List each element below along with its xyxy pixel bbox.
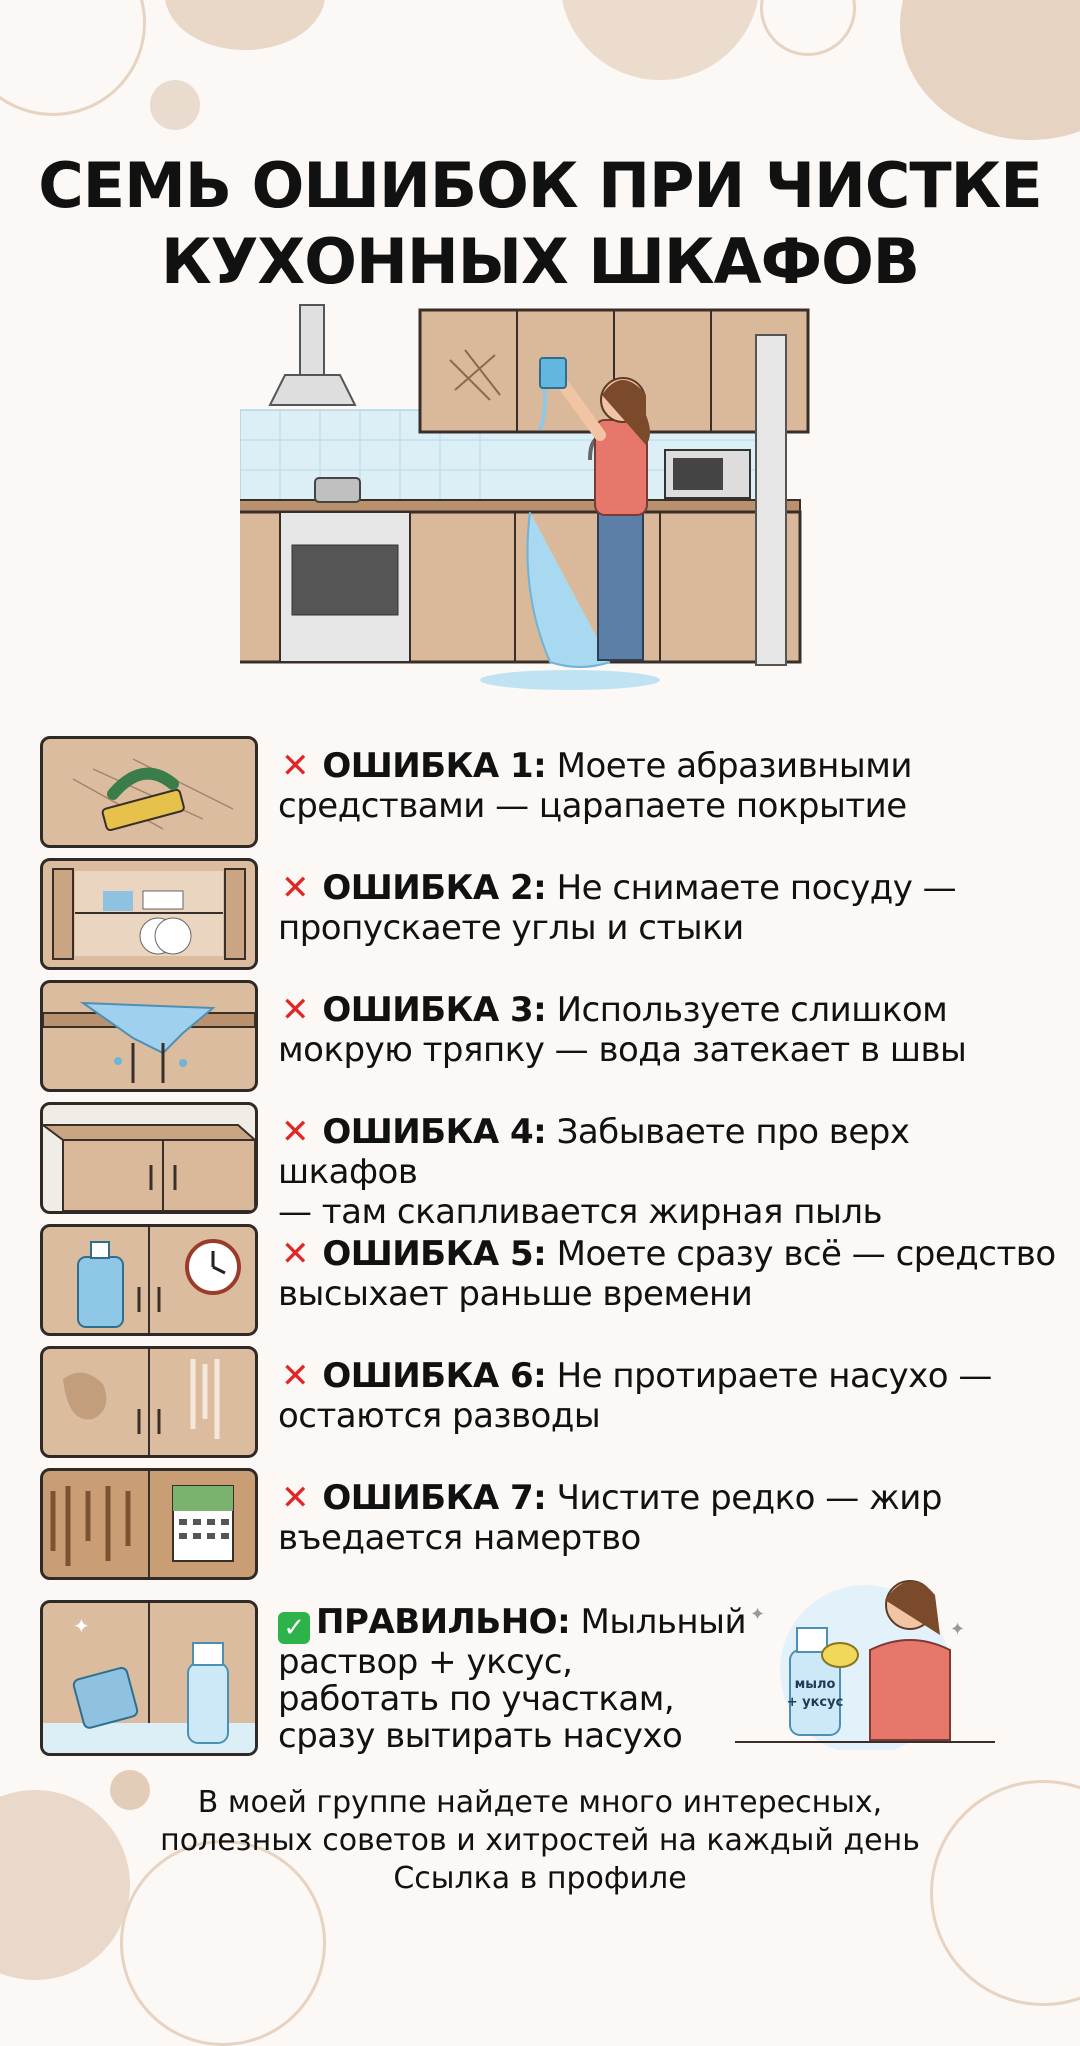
mistake-label: ОШИБКА 3:	[322, 990, 547, 1030]
check-icon: ✓	[278, 1612, 310, 1644]
cross-icon: ✕	[281, 1112, 309, 1152]
mistake-row	[40, 1224, 1056, 1332]
correct-row	[40, 1600, 1050, 1755]
svg-text:✦: ✦	[750, 1604, 766, 1625]
brush-icon	[43, 739, 255, 845]
detergent-clock-icon	[43, 1227, 255, 1333]
mistake-row	[40, 858, 1050, 966]
correct-line-3: работать по участкам,	[278, 1679, 675, 1719]
thumb-frame	[40, 1600, 258, 1756]
thumb-frame	[40, 1346, 258, 1458]
mistake-line-1: Используете слишком	[556, 990, 948, 1030]
mistake-text	[278, 1112, 1058, 1232]
title-line-2: КУХОННЫХ ШКАФОВ	[160, 225, 920, 298]
grease-calendar-icon	[43, 1471, 255, 1577]
cross-icon: ✕	[281, 990, 309, 1030]
bottle-label-2: + уксус	[786, 1695, 844, 1710]
mistake-text	[278, 868, 1058, 948]
mistake-line-1: Не снимаете посуду —	[556, 868, 957, 908]
mistake-text	[278, 1234, 1058, 1314]
mistake-row	[40, 1102, 1050, 1232]
decor-circle	[165, 0, 325, 50]
mistake-line-1: Чистите редко — жир	[556, 1478, 942, 1518]
mistake-row	[40, 736, 1050, 844]
cabinet-top-icon	[43, 1105, 255, 1211]
thumb-frame	[40, 736, 258, 848]
woman-spraying-illustration	[735, 1560, 995, 1750]
wet-rag-icon	[43, 983, 255, 1089]
mistake-label: ОШИБКА 1:	[322, 746, 547, 786]
mistake-label: ОШИБКА 2:	[322, 868, 547, 908]
decor-circle	[560, 0, 760, 80]
thumb-frame	[40, 858, 258, 970]
cross-icon: ✕	[281, 746, 309, 786]
cross-icon: ✕	[281, 1234, 309, 1274]
mistake-label: ОШИБКА 6:	[322, 1356, 547, 1396]
mistake-text	[278, 1356, 1058, 1436]
title-line-1: СЕМЬ ОШИБОК ПРИ ЧИСТКЕ	[38, 149, 1042, 222]
thumb-frame	[40, 980, 258, 1092]
decor-circle	[760, 0, 856, 56]
decor-circle	[0, 0, 146, 116]
mistake-text	[278, 1478, 1058, 1558]
mistake-text	[278, 746, 1058, 826]
mistake-line-2: высыхает раньше времени	[278, 1274, 753, 1314]
kitchen-cleaning-illustration	[240, 300, 840, 710]
footer-link: Ссылка в профиле	[393, 1861, 687, 1896]
dishes-cabinet-icon	[43, 861, 255, 967]
correct-label: ПРАВИЛЬНО:	[316, 1602, 571, 1642]
mistake-line-2: средствами — царапаете покрытие	[278, 786, 907, 826]
decor-circle	[150, 80, 200, 130]
page-title	[0, 148, 1080, 300]
mistake-line-2: мокрую тряпку — вода затекает в швы	[278, 1030, 967, 1070]
mistake-row	[40, 1346, 1050, 1454]
correct-line-1: Мыльный	[580, 1602, 747, 1642]
mistake-row	[40, 980, 1050, 1088]
correct-line-2: раствор + уксус,	[278, 1642, 573, 1682]
mistake-line-2: въедается намертво	[278, 1518, 641, 1558]
spray-cleaning-icon	[43, 1603, 255, 1753]
mistake-line-1: Моете абразивными	[556, 746, 912, 786]
mistake-line-1: Забываете про верх шкафов	[278, 1112, 910, 1192]
thumb-frame	[40, 1468, 258, 1580]
mistake-label: ОШИБКА 4:	[322, 1112, 547, 1152]
footer-line-1: В моей группе найдете много интересных,	[197, 1785, 883, 1820]
mistake-line-2: пропускаете углы и стыки	[278, 908, 744, 948]
cross-icon: ✕	[281, 1356, 309, 1396]
cross-icon: ✕	[281, 1478, 309, 1518]
svg-text:✦: ✦	[950, 1619, 966, 1640]
mistake-text	[278, 990, 1058, 1070]
correct-line-4: сразу вытирать насухо	[278, 1716, 683, 1756]
decor-circle	[900, 0, 1080, 140]
bottle-label-1: мыло	[794, 1677, 836, 1692]
mistake-label: ОШИБКА 7:	[322, 1478, 547, 1518]
mistake-line-2: — там скапливается жирная пыль	[278, 1192, 883, 1232]
mistake-line-1: Не протираете насухо —	[556, 1356, 992, 1396]
mistake-line-2: остаются разводы	[278, 1396, 601, 1436]
streaks-icon	[43, 1349, 255, 1455]
footer-note	[0, 1784, 1080, 1898]
thumb-frame	[40, 1224, 258, 1336]
mistake-label: ОШИБКА 5:	[322, 1234, 547, 1274]
correct-text	[278, 1604, 788, 1755]
footer-line-2: полезных советов и хитростей на каждый день	[160, 1823, 920, 1858]
cross-icon: ✕	[281, 868, 309, 908]
mistake-line-1: Моете сразу всё — средство	[556, 1234, 1056, 1274]
thumb-frame	[40, 1102, 258, 1214]
svg-text:✦: ✦	[73, 1614, 90, 1638]
